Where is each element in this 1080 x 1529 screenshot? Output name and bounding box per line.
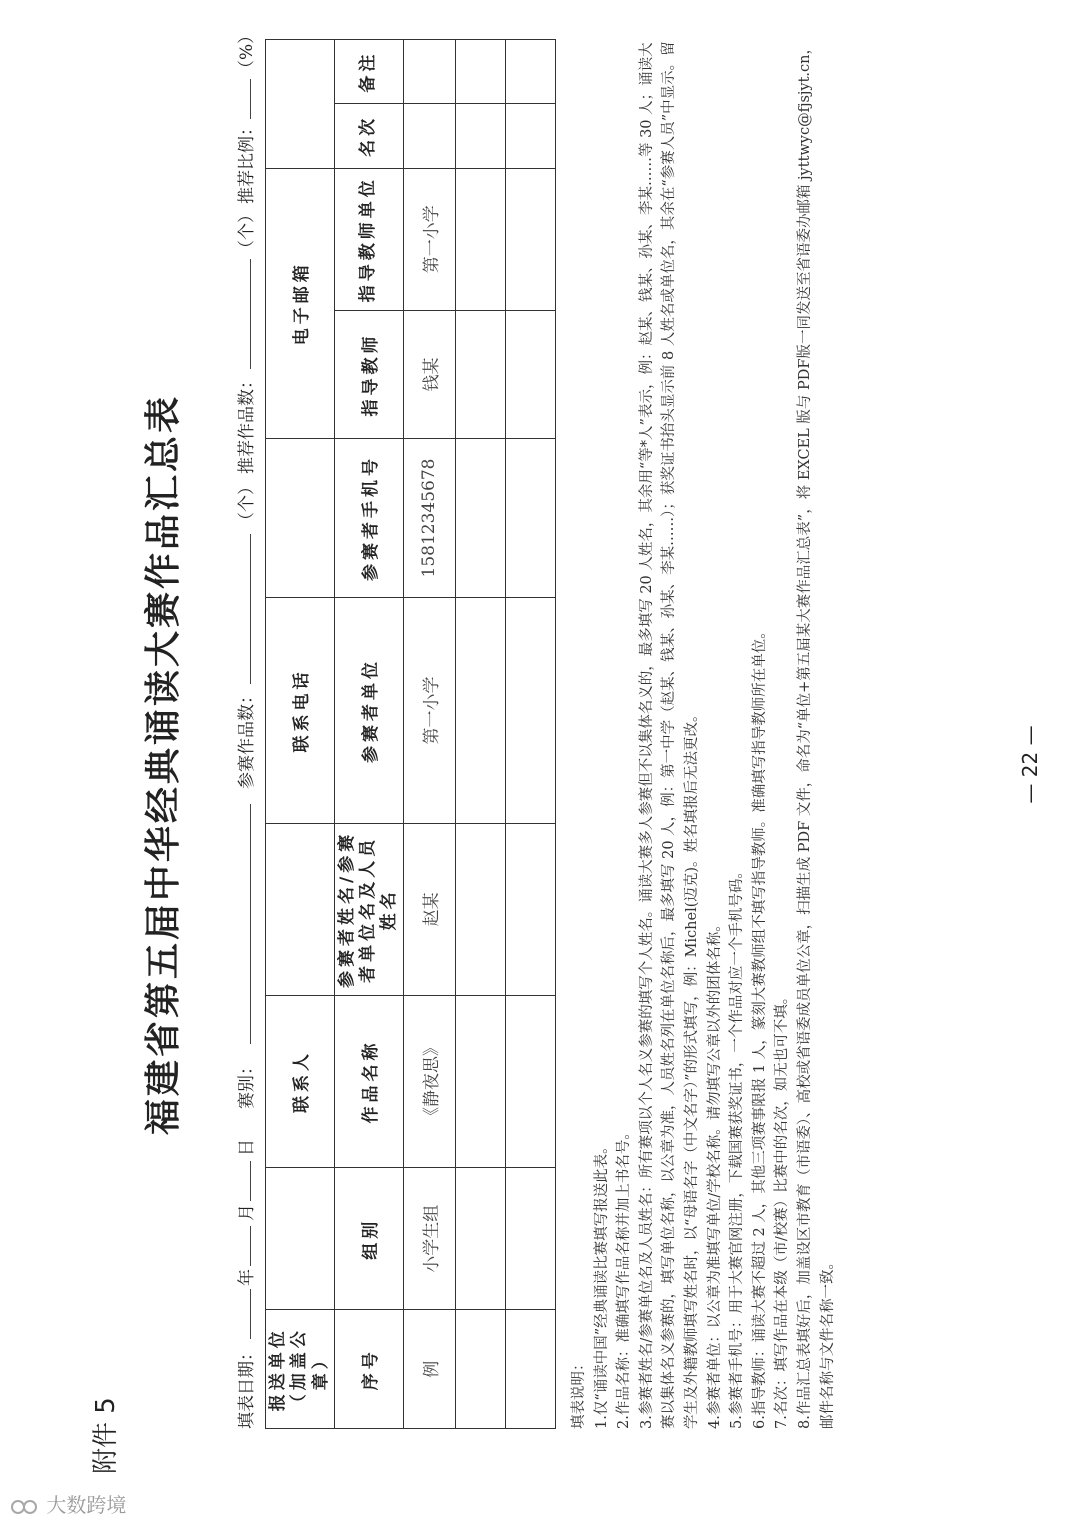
header-participant-unit: 参赛者单位 — [334, 598, 403, 824]
category-blank — [232, 804, 251, 1044]
instruction-item: 4.参赛者单位：以公章为准填写单位/学校名称。请勿填写公章以外的团体名称。 — [706, 917, 723, 1429]
instruction-item: 8.作品汇总表填好后，加盖设区市教育（市语委）、高校或省语委成员单位公章，扫描生成 PDF 文件，命名为“单位+第五届某大赛作品汇总表”，将 EXCEL 版与 PDF版一同发送至省语委办邮箱 jyttwyc@fjsjyt.cn，邮件名称与文件名称一致。 — [796, 39, 836, 1429]
day-label: 日 — [237, 1139, 257, 1156]
instruction-item: 7.名次：填写作品在本级（市/校赛）比赛中的名次，如无也可不填。 — [774, 989, 791, 1429]
header-instructor: 指导教师 — [334, 311, 403, 439]
month-blank — [232, 1226, 251, 1266]
table-cell[interactable] — [455, 823, 505, 995]
table-cell[interactable] — [455, 168, 505, 311]
contact-phone-value[interactable] — [266, 438, 335, 597]
example-rank — [403, 104, 455, 168]
fill-date-label: 填表日期： — [237, 1344, 257, 1429]
table-cell[interactable] — [505, 995, 555, 1167]
unit-info-row — [266, 40, 335, 1429]
ratio-label: 推荐比例： — [237, 119, 257, 204]
example-group: 小学生组 — [403, 1168, 455, 1311]
month-label: 月 — [237, 1204, 257, 1221]
table-cell[interactable] — [505, 40, 555, 104]
header-remarks: 备注 — [334, 40, 403, 104]
table-cell[interactable] — [455, 104, 505, 168]
header-participant-phone: 参赛者手机号 — [334, 438, 403, 597]
instructions-heading: 填表说明： — [571, 1356, 587, 1429]
header-serial: 序号 — [334, 1310, 403, 1429]
header-row — [334, 40, 403, 1429]
filling-instructions — [568, 29, 839, 1429]
ratio-unit: （%） — [237, 26, 257, 77]
example-participant-phone: 15812345678 — [403, 438, 455, 597]
table-cell[interactable] — [455, 1168, 505, 1311]
year-blank — [232, 1289, 251, 1339]
example-instructor: 钱某 — [403, 311, 455, 439]
table-cell[interactable] — [505, 438, 555, 597]
watermark-logo-icon — [10, 1497, 40, 1517]
recommended-unit: （个） — [237, 206, 257, 257]
page-number: — 22 — — [1018, 725, 1042, 804]
year-label: 年 — [237, 1269, 257, 1286]
instruction-item: 2.作品名称：准确填写作品名称并加上书名号。 — [616, 1125, 633, 1429]
recommended-label: 推荐作品数： — [237, 372, 257, 474]
table-cell[interactable] — [455, 438, 505, 597]
table-cell[interactable] — [455, 598, 505, 824]
entries-unit: （个） — [237, 478, 257, 529]
email-cell: 电子邮箱 — [266, 168, 335, 438]
table-cell[interactable] — [505, 598, 555, 824]
table-cell[interactable] — [505, 168, 555, 311]
entries-blank — [232, 534, 251, 684]
table-cell[interactable] — [505, 1310, 555, 1429]
instruction-item: 5.参赛者手机号：用于大赛官网注册，下载国赛获奖证书，一个作品对应一个手机号码。 — [729, 864, 746, 1429]
entries-label: 参赛作品数： — [237, 687, 257, 789]
header-participant-name: 参赛者姓名/参赛者单位名及人员姓名 — [334, 823, 403, 995]
table-cell[interactable] — [455, 40, 505, 104]
table-cell[interactable] — [505, 823, 555, 995]
table-cell[interactable] — [505, 311, 555, 439]
table-cell[interactable] — [505, 1168, 555, 1311]
example-serial: 例 — [403, 1310, 455, 1429]
example-instructor-unit: 第一小学 — [403, 168, 455, 311]
watermark — [10, 1489, 210, 1521]
table-cell[interactable] — [455, 311, 505, 439]
ratio-blank — [232, 79, 251, 119]
instruction-item: 1.仅“诵读中国”经典诵读比赛填写报送此表。 — [593, 1139, 610, 1429]
example-row — [403, 40, 455, 1429]
contact-phone-cell: 联系电话 — [266, 598, 335, 824]
example-participant-unit: 第一小学 — [403, 598, 455, 824]
example-remarks — [403, 40, 455, 104]
header-work-title: 作品名称 — [334, 995, 403, 1167]
submitting-unit-cell: 报送单位（加盖公章） — [266, 1310, 335, 1429]
blank-row — [505, 40, 555, 1429]
category-label: 赛别： — [237, 1058, 257, 1109]
watermark-text: 大数跨境 — [46, 1493, 127, 1517]
annex-label: 附件 5 — [91, 1397, 121, 1474]
table-cell[interactable] — [455, 1310, 505, 1429]
contact-person-cell: 联系人 — [266, 995, 335, 1167]
example-participant-name: 赵某 — [403, 823, 455, 995]
recommended-blank — [232, 259, 251, 369]
day-blank — [232, 1161, 251, 1201]
table-cell[interactable] — [505, 104, 555, 168]
summary-table — [265, 39, 556, 1429]
contact-person-value[interactable] — [266, 823, 335, 995]
header-group: 组别 — [334, 1168, 403, 1311]
submitting-unit-value[interactable] — [266, 1168, 335, 1311]
instruction-item: 6.指导教师：诵读大赛不超过 2 人，其他三项赛事限报 1 人，篆刻大赛教师组不填写指导教师。准确填写指导教师所在单位。 — [751, 624, 768, 1429]
instruction-item: 3.参赛者姓名/参赛单位名及人员姓名：所有赛项以个人名义参赛的填写个人姓名。诵读大赛多人参赛但不以集体名义的，最多填写 20 人姓名，其余用“等*人”表示，例：赵某、钱某、孙某、李某……等 30 人；诵读大赛以集体名义参赛的，填写单位名称，以公章为准，人员姓名列在单位名称后，最多填写 20 人，例：第一中学（赵某、钱某、孙某、李某……）；获奖证书抬头显示前 8 人姓名或单位名，其余在“参赛人员”中显示。留学生及外籍教师填写姓名时，以“母语名字（中文名字）”的形式填写，例：Michel(迈克)。姓名填报后无法更改。 — [638, 41, 700, 1429]
blank-row — [455, 40, 505, 1429]
table-cell[interactable] — [455, 995, 505, 1167]
page-title: 福建省第五届中华经典诵读大赛作品汇总表 — [142, 394, 184, 1136]
email-value[interactable] — [266, 40, 335, 169]
header-instructor-unit: 指导教师单位 — [334, 168, 403, 311]
header-rank: 名次 — [334, 104, 403, 168]
example-work-title: 《静夜思》 — [403, 995, 455, 1167]
